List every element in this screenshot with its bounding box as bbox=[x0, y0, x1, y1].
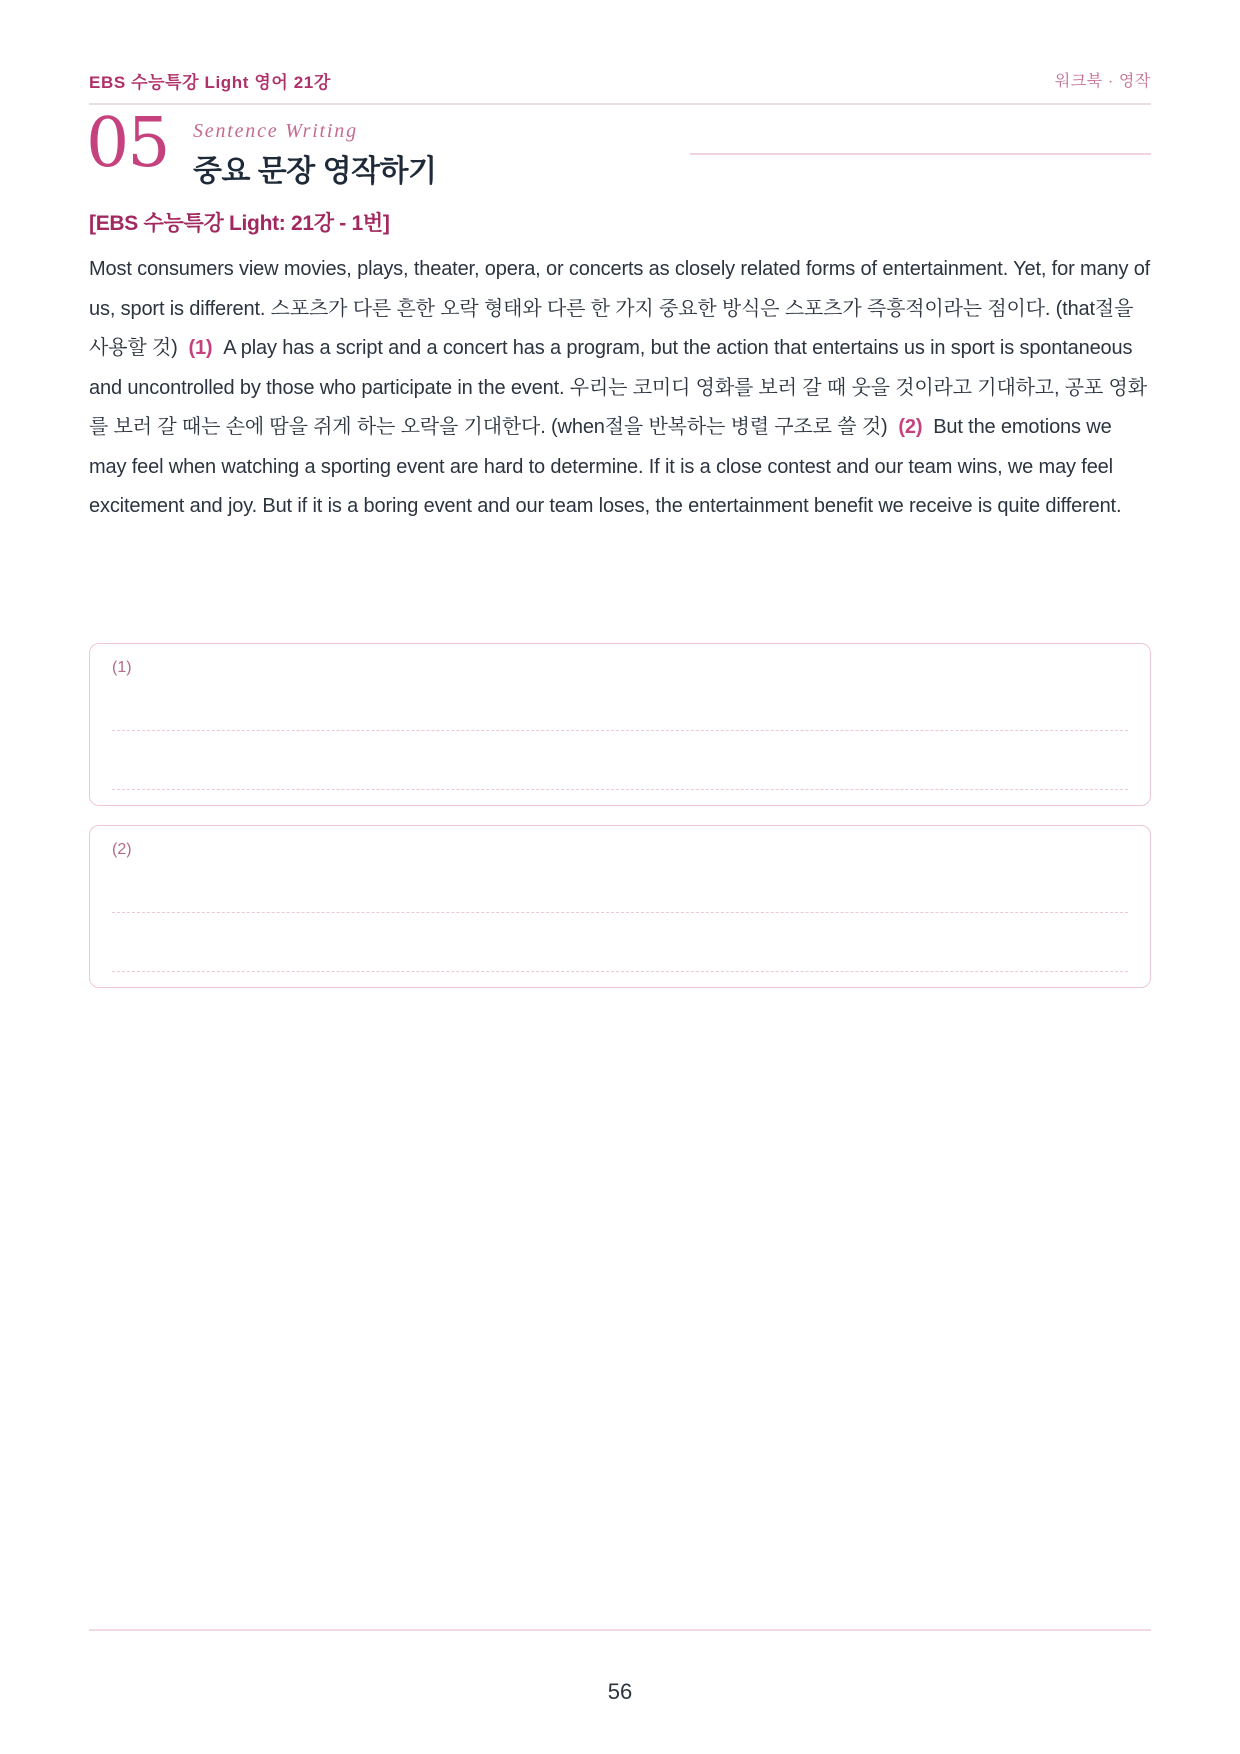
blank-marker-2: (2) bbox=[898, 416, 923, 438]
answer-line[interactable] bbox=[112, 912, 1128, 913]
section-title-rule bbox=[690, 153, 1151, 155]
answer-line[interactable] bbox=[112, 730, 1128, 731]
passage-text: Most consumers view movies, plays, theater, opera, or concerts as closely related forms of entertainment. Yet, for many of us, sport is different. 스포츠가 다른 흔한 오락 형태와 다른 한 가지 중요한 방식은 스포츠가 즉흥적이라는 점이다. (that절을 사용할 것) bbox=[89, 258, 1151, 359]
section-subtitle: Sentence Writing bbox=[193, 120, 358, 142]
passage-text: But the emotions we may feel when watching a sporting event are hard to determine. If it is a close contest and our team wins, we may feel excitement and joy. But if it is a boring event and our team loses, the entertainment benefit we receive is quite different. bbox=[89, 416, 1122, 517]
answer-line[interactable] bbox=[112, 971, 1128, 972]
blank-marker-1: (1) bbox=[188, 337, 213, 359]
header-divider bbox=[89, 103, 1151, 105]
answer-box-label: (1) bbox=[112, 659, 132, 676]
question-heading: [EBS 수능특강 Light: 21강 - 1번] bbox=[89, 212, 390, 235]
header-course-title: EBS 수능특강 Light 영어 21강 bbox=[89, 73, 331, 92]
section-number: 05 bbox=[86, 104, 169, 183]
passage-text: A play has a script and a concert has a program, but the action that entertains us in sport is spontaneous and uncontrolled by those who participate in the event. 우리는 코미디 영화를 보러 갈 때 웃을 것이라고 기대하고, 공포 영화를 보러 갈 때는 손에 땀을 쥐게 하는 오락을 기대한다. (when절을 반복하는 병렬 구조로 쓸 것) bbox=[89, 337, 1147, 438]
answer-box-2[interactable] bbox=[89, 825, 1151, 988]
answer-line[interactable] bbox=[112, 789, 1128, 790]
answer-box-label: (2) bbox=[112, 841, 132, 858]
answer-box-1[interactable] bbox=[89, 643, 1151, 806]
passage bbox=[89, 250, 1151, 527]
header-section-label: 워크북 · 영작 bbox=[1054, 73, 1151, 90]
footer-divider bbox=[89, 1629, 1151, 1631]
section-title: 중요 문장 영작하기 bbox=[193, 155, 437, 188]
page-number: 56 bbox=[607, 1679, 633, 1704]
